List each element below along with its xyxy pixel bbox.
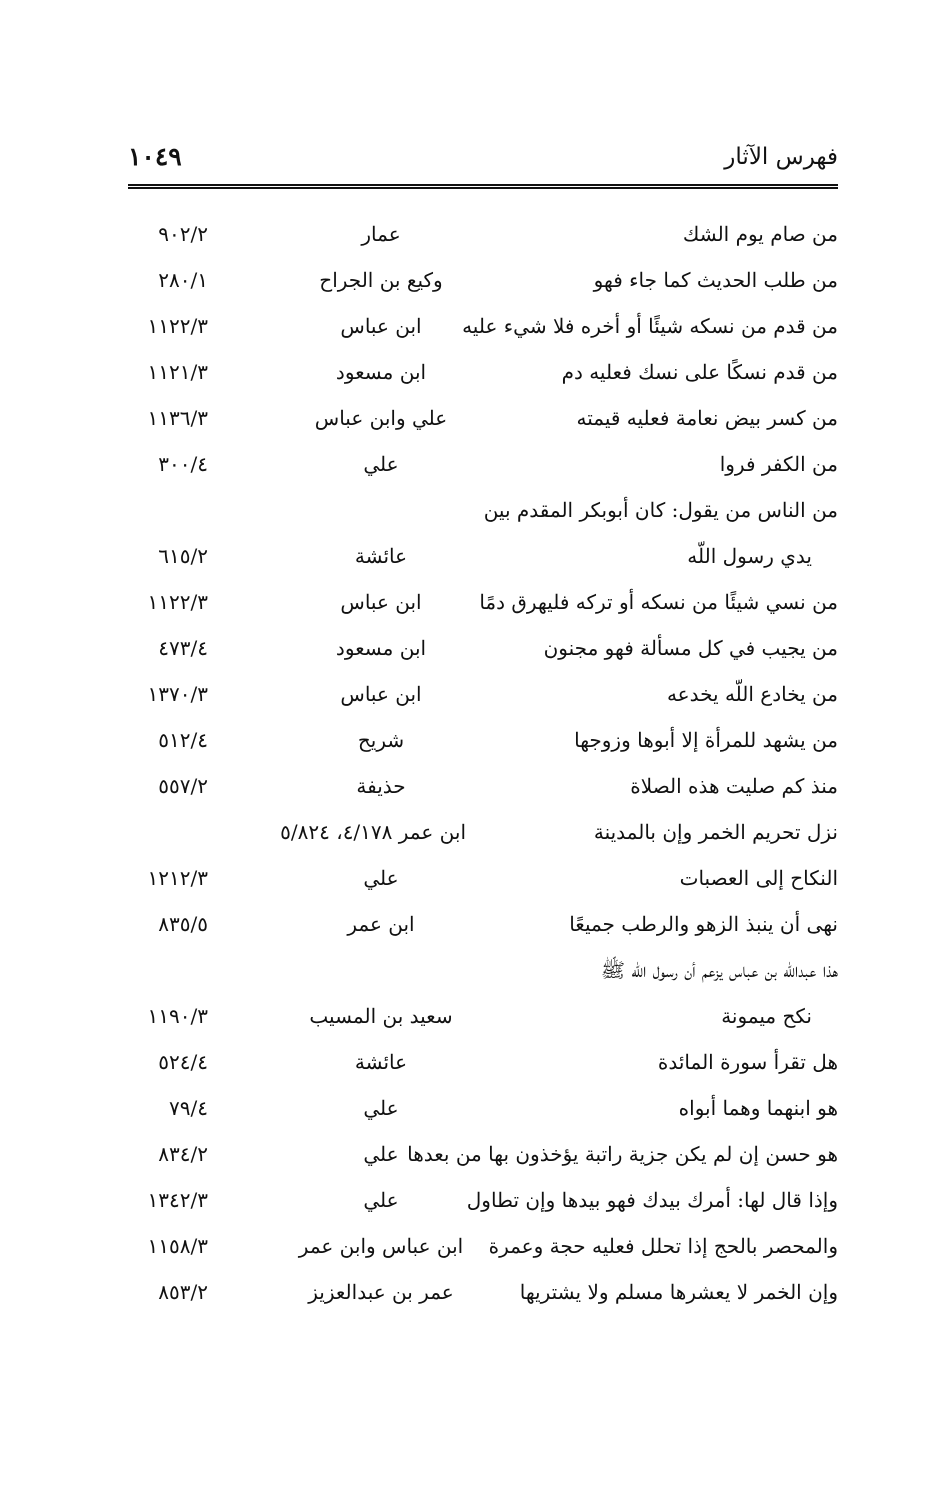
entry-reference: ٣٠٠/٤ (158, 452, 208, 476)
entry-reference: ٩٠٢/٢ (158, 222, 208, 246)
entry-reference: ١١٥٨/٣ (147, 1234, 208, 1258)
entry-reference: ٨٣٤/٢ (158, 1142, 208, 1166)
entry-text: من نسي شيئًا من نسكه أو تركه فليهرق دمًا (479, 590, 838, 614)
index-entry (128, 1040, 838, 1086)
entry-text: من طلب الحديث كما جاء فهو (593, 268, 838, 292)
entry-reference: ٧٩/٤ (169, 1096, 208, 1120)
entry-narrator: عائشة (354, 1050, 408, 1074)
entry-reference: ١٣٧٠/٣ (147, 682, 208, 706)
entry-text: والمحصر بالحج إذا تحلل فعليه حجة وعمرة (488, 1234, 838, 1258)
entry-reference: ٨٥٣/٢ (158, 1280, 208, 1304)
entry-reference: ٨٣٥/٥ (158, 912, 208, 936)
entry-text: وإن الخمر لا يعشرها مسلم ولا يشتريها (519, 1280, 838, 1304)
entry-narrator: عمار (361, 222, 401, 246)
index-entry (128, 488, 838, 534)
index-entry (128, 672, 838, 718)
entry-narrator: حذيفة (356, 774, 406, 798)
index-entry (128, 810, 838, 856)
index-entry (128, 764, 838, 810)
entry-reference: ٥٢٤/٤ (158, 1050, 208, 1074)
index-entry (128, 580, 838, 626)
index-entry (128, 396, 838, 442)
index-entry (128, 1178, 838, 1224)
entry-narrator: سعيد بن المسيب (309, 1004, 453, 1028)
entry-reference: ١١٢٢/٣ (147, 314, 208, 338)
page-number: ١٠٤٩ (128, 142, 182, 171)
entry-reference: ٥٥٧/٢ (158, 774, 208, 798)
entry-text: منذ كم صليت هذه الصلاة (630, 774, 838, 798)
entry-narrator: علي (363, 452, 399, 476)
index-entry (128, 994, 838, 1040)
entry-narrator: ابن مسعود (335, 360, 427, 384)
entry-text: من يشهد للمرأة إلا أبوها وزوجها (574, 728, 838, 752)
entry-text: يدي رسول اللّه (687, 544, 812, 568)
entry-narrator: ابن عمر (347, 912, 415, 936)
index-entry (128, 1270, 838, 1316)
entry-narrator: شريح (357, 728, 405, 752)
index-entry (128, 258, 838, 304)
entry-text: من يجيب في كل مسألة فهو مجنون (543, 636, 838, 660)
entry-narrator: عمر بن عبدالعزيز (308, 1280, 454, 1304)
entry-text: هو ابنهما وهما أبواه (678, 1096, 838, 1120)
entry-narrator: ابن عباس وابن عمر (298, 1234, 464, 1258)
entry-narrator: عائشة (354, 544, 408, 568)
entry-reference: ١٢١٢/٣ (147, 866, 208, 890)
entry-text: من صام يوم الشك (682, 222, 838, 246)
index-entry (128, 902, 838, 948)
index-entry (128, 948, 838, 994)
entry-text: النكاح إلى العصبات (679, 866, 838, 890)
entry-narrator: علي (363, 1188, 399, 1212)
entry-text: هل تقرأ سورة المائدة (657, 1050, 838, 1074)
entry-reference: ٦١٥/٢ (158, 544, 208, 568)
entry-reference: ١١٩٠/٣ (147, 1004, 208, 1028)
entry-narrator: علي (363, 866, 399, 890)
header-rule (128, 184, 838, 189)
page-header (128, 140, 838, 180)
entry-reference: ١١٢٢/٣ (147, 590, 208, 614)
entry-text: هذا عبداللّه بن عباس يزعم أن رسول اللّه ﷺ (600, 958, 838, 982)
entry-text: وإذا قال لها: أمرك بيدك فهو بيدها وإن تطاول (466, 1188, 838, 1212)
page-title: فهرس الآثار (724, 144, 838, 170)
index-entry (128, 856, 838, 902)
entry-reference: ١١٢١/٣ (147, 360, 208, 384)
entry-text: من الكفر فروا (719, 452, 838, 476)
entry-text: من قدم من نسكه شيئًا أو أخره فلا شيء عليه (462, 314, 838, 338)
entry-text: هو حسن إن لم يكن جزية راتبة يؤخذون بها من بعدها (407, 1142, 838, 1166)
entry-text: من الناس من يقول: كان أبوبكر المقدم بين (483, 498, 838, 522)
entry-text: من يخادع اللّه يخدعه (666, 682, 838, 706)
index-entry (128, 212, 838, 258)
index-entry (128, 718, 838, 764)
index-entry (128, 350, 838, 396)
index-entry (128, 1224, 838, 1270)
entry-text: من كسر بيض نعامة فعليه قيمته (576, 406, 838, 430)
entry-reference: ٤٧٣/٤ (158, 636, 208, 660)
entry-narrator: ابن عباس (340, 314, 422, 338)
entry-text: نهى أن ينبذ الزهو والرطب جميعًا (569, 912, 838, 936)
index-entry (128, 1086, 838, 1132)
entry-text: نزل تحريم الخمر وإن بالمدينة (593, 820, 838, 844)
entry-reference: ١١٣٦/٣ (147, 406, 208, 430)
index-entry (128, 442, 838, 488)
entry-reference: ١٣٤٢/٣ (147, 1188, 208, 1212)
entry-narrator: ابن عباس (340, 682, 422, 706)
entry-narrator: ابن مسعود (335, 636, 427, 660)
entry-text: نكح ميمونة (721, 1004, 812, 1028)
entry-reference: ٢٨٠/١ (158, 268, 208, 292)
index-entry (128, 304, 838, 350)
entry-reference: ٥١٢/٤ (158, 728, 208, 752)
entry-text: من قدم نسكًا على نسك فعليه دم (561, 360, 838, 384)
entry-narrator: ابن عباس (340, 590, 422, 614)
entry-narrator: وكيع بن الجراح (319, 268, 443, 292)
index-entry (128, 626, 838, 672)
entry-narrator: علي وابن عباس (314, 406, 448, 430)
entry-narrator: علي (363, 1142, 399, 1166)
index-entry (128, 534, 838, 580)
index-list (128, 212, 838, 1316)
entry-narrator: علي (363, 1096, 399, 1120)
entry-narrator: ابن عمر ٤/١٧٨، ٥/٨٢٤ (280, 820, 466, 844)
index-entry (128, 1132, 838, 1178)
